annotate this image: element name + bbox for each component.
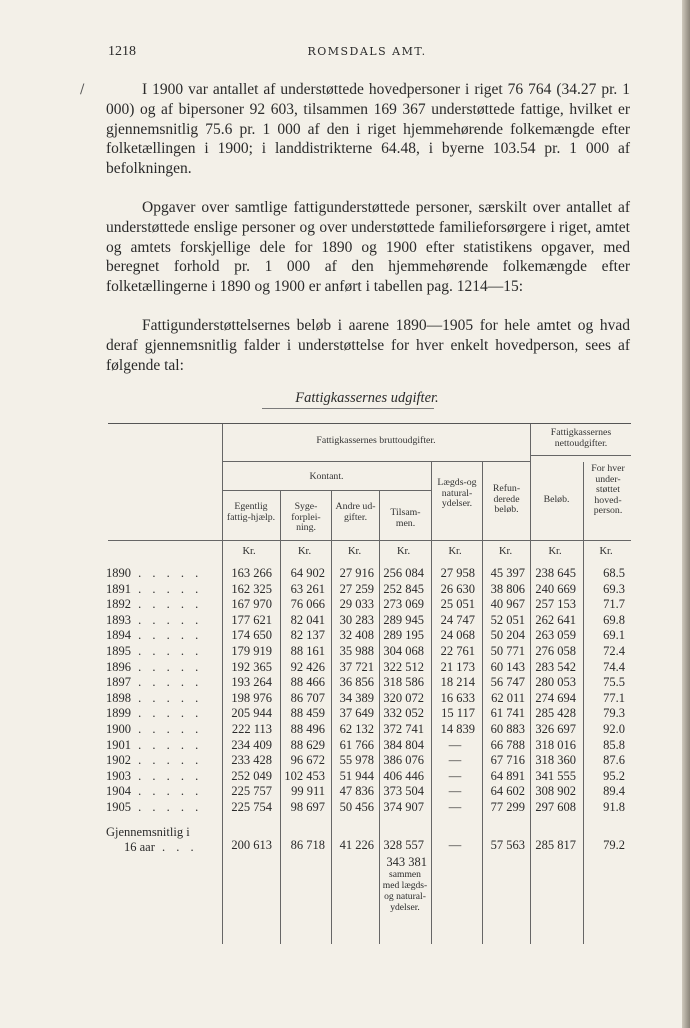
table-cell: 32 408 (339, 628, 374, 643)
table-cell: 87.6 (603, 753, 625, 768)
table-cell: 60 143 (490, 659, 525, 674)
table-cell: 61 766 (339, 737, 374, 752)
table-cell: 233 428 (231, 753, 272, 768)
table-cell: 374 907 (383, 800, 424, 814)
unit-label: Kr. (599, 546, 613, 557)
row-year: 1902 . . . . . (106, 753, 203, 768)
paragraph-2: Opgaver over samtlige fattigunderstøttede personer, særskilt over antallet af understøttede enslige personer og over understøttede familieforsørgere i riget, amtet og amtets forskjellige dele for 1890 og 1900 efter statistikens opgaver, med beregnet forhold pr. 1 000 af den hjemmehørende folkemængde efter folketællingerne i 1890 og 1900 er anført i tabellen pag. 1214—15: (106, 199, 630, 296)
table-cell: 320 072 (383, 690, 424, 705)
table-cell: 30 283 (339, 612, 374, 627)
table-cell: 88 629 (290, 737, 325, 752)
table-cell: 318 016 (535, 737, 576, 752)
row-year: 1891 . . . . . (106, 581, 203, 596)
header-rule (222, 490, 431, 491)
row-year: 1893 . . . . . (106, 612, 203, 627)
table-cell: 318 360 (535, 753, 576, 768)
table-cell: 384 804 (383, 737, 424, 752)
table-cell: 92.0 (603, 722, 625, 736)
row-year: 1892 . . . . . (106, 597, 203, 612)
average-label-line1: Gjennemsnitlig i (106, 825, 190, 839)
row-year: 1897 . . . . . (106, 675, 203, 690)
table-cell: 88 496 (290, 722, 325, 736)
table-cell: 68.5 (603, 566, 625, 580)
table-cell: 35 988 (339, 644, 374, 658)
unit-label: Kr. (498, 546, 513, 557)
table-cell: 91.8 (603, 800, 625, 814)
table-cell: 40 967 (490, 597, 525, 612)
table-cell: 99 911 (291, 784, 325, 799)
table-cell: 62 132 (339, 722, 374, 736)
unit-label: Kr. (297, 546, 312, 557)
table-cell: 15 117 (441, 706, 475, 721)
table-cell: 88 466 (290, 675, 325, 690)
table-cell: 56 747 (490, 675, 525, 690)
table-cell: 21 173 (440, 659, 475, 674)
col-header-sygepleie: Syge-forplei-ning. (291, 501, 321, 534)
average-second-total: 343 381 (386, 855, 427, 869)
table-cell: 240 669 (535, 581, 576, 596)
table-cell: 27 958 (440, 566, 475, 580)
average-cell: 86 718 (290, 838, 325, 852)
table-cell: 60 883 (490, 722, 525, 736)
table-cell: 76 066 (290, 597, 325, 612)
table-cell: 22 761 (440, 644, 475, 658)
table-cell: 69.8 (603, 612, 625, 627)
header-brutto: Fattigkassernes bruttoudgifter. (316, 435, 436, 446)
average-note: sammen med lægds- og natural-ydelser. (382, 869, 428, 913)
row-year: 1904 . . . . . (106, 784, 203, 799)
row-year: 1898 . . . . . (106, 690, 203, 705)
table-cell: 406 446 (383, 768, 424, 783)
table-cell: 193 264 (231, 675, 272, 690)
header-rule (531, 455, 631, 456)
table-cell: 64 602 (490, 784, 525, 799)
col-header-tilsammen: Tilsam-men. (390, 507, 421, 529)
table-cell: 326 697 (535, 722, 576, 736)
table-cell: — (448, 753, 462, 768)
col-header-beloeb: Beløb. (543, 494, 570, 505)
row-year: 1901 . . . . . (106, 737, 203, 752)
table-cell: 280 053 (535, 675, 576, 690)
table-cell: 82 041 (290, 612, 325, 627)
table-cell: 95.2 (603, 768, 625, 783)
table-cell: 276 058 (535, 644, 576, 658)
average-label-line2: 16 aar . . . (124, 840, 198, 854)
table-cell: 34 389 (339, 690, 374, 705)
col-header-fattighjaelp: Egentlig fattig-hjælp. (226, 501, 276, 523)
col-header-refunderede: Refun-derede beløb. (492, 483, 521, 516)
table-cell: 225 754 (231, 800, 272, 814)
table-cell: — (448, 737, 462, 752)
table-cell: 55 978 (339, 753, 374, 768)
table-cell: 179 919 (231, 644, 272, 658)
table-cell: 88 161 (290, 644, 325, 658)
table-cell: 167 970 (231, 597, 272, 612)
table-cell: 64 902 (290, 566, 325, 580)
table-cell: 72.4 (603, 644, 625, 658)
table-cell: 62 011 (491, 690, 525, 705)
margin-mark: / (80, 82, 85, 97)
table-cell: 51 944 (339, 768, 374, 783)
table-cell: 205 944 (231, 706, 272, 721)
table-cell: 262 641 (535, 612, 576, 627)
table-cell: 36 856 (339, 675, 374, 690)
average-cell: 41 226 (339, 838, 374, 852)
table-cell: 283 542 (535, 659, 576, 674)
table-cell: 297 608 (535, 800, 576, 814)
table-cell: 289 945 (383, 612, 424, 627)
table-cell: 86 707 (290, 690, 325, 705)
row-year: 1905 . . . . . (106, 800, 203, 814)
table-cell: — (448, 768, 462, 783)
table-cell: 14 839 (440, 722, 475, 736)
table-cell: 322 512 (383, 659, 424, 674)
table-cell: 16 633 (440, 690, 475, 705)
col-header-per-person: For hver under-støttet hoved-person. (591, 463, 625, 517)
row-year: 1900 . . . . . (106, 722, 203, 736)
average-cell: 57 563 (490, 838, 525, 852)
paragraph-1: I 1900 var antallet af understøttede hovedpersoner i riget 76 764 (34.27 pr. 1 000) og af bipersoner 92 603, tilsammen 169 367 understøttede fattige, hvilket er gjennemsnitlig 75.6 pr. 1 000 af den i riget hjemmehørende folkemængde efter folketællingen i 1900; i landdistrikterne 64.48, i byerne 103.54 pr. 1 000 af befolkningen. (106, 81, 630, 178)
table-cell: 50 771 (490, 644, 525, 658)
table-cell: 64 891 (490, 768, 525, 783)
table-cell: 77 299 (490, 800, 525, 814)
table-cell: 63 261 (290, 581, 325, 596)
row-year: 1903 . . . . . (106, 768, 203, 783)
table-cell: 263 059 (535, 628, 576, 643)
table-cell: 27 259 (339, 581, 374, 596)
average-cell: 328 557 (383, 838, 424, 852)
table-cell: 69.3 (603, 581, 625, 596)
table-cell: 234 409 (231, 737, 272, 752)
header-bottom-rule (108, 540, 631, 541)
table-cell: 373 504 (383, 784, 424, 799)
table-cell: 37 721 (339, 659, 374, 674)
table-cell: 85.8 (603, 737, 625, 752)
table-cell: 256 084 (383, 566, 424, 580)
paragraph-3: Fattigunderstøttelsernes beløb i aarene 1890—1905 for hele amtet og hvad deraf gjennemsnitlig falder i understøttelse for hver enkelt hovedperson, sees af følgende tal: (106, 317, 630, 374)
average-cell: 79.2 (603, 838, 625, 852)
table-cell: 285 428 (535, 706, 576, 721)
unit-label: Kr. (347, 546, 362, 557)
table-cell: 162 325 (231, 581, 272, 596)
table-cell: 163 266 (231, 566, 272, 580)
page-number: 1218 (108, 44, 136, 59)
row-year: 1899 . . . . . (106, 706, 203, 721)
table-cell: 102 453 (284, 768, 325, 783)
table-cell: 318 586 (383, 675, 424, 690)
table-cell: 92 426 (290, 659, 325, 674)
unit-label: Kr. (548, 546, 562, 557)
table-cell: 332 052 (383, 706, 424, 721)
table-cell: 37 649 (339, 706, 374, 721)
row-year: 1894 . . . . . (106, 628, 203, 643)
page-edge (682, 0, 690, 1028)
table-cell: 304 068 (383, 644, 424, 658)
table-cell: 75.5 (603, 675, 625, 690)
table-cell: 45 397 (490, 566, 525, 580)
table-cell: 88 459 (290, 706, 325, 721)
table-cell: 177 621 (231, 612, 272, 627)
table-cell: 66 788 (490, 737, 525, 752)
col-header-andre: Andre ud-gifter. (335, 501, 376, 523)
table-cell: 257 153 (535, 597, 576, 612)
page-header (108, 44, 626, 64)
unit-label: Kr. (396, 546, 411, 557)
table-cell: 89.4 (603, 784, 625, 799)
running-title: ROMSDALS AMT. (307, 45, 427, 58)
table-cell: 341 555 (535, 768, 576, 783)
table-cell: 198 976 (231, 690, 272, 705)
table-cell: 77.1 (603, 690, 625, 705)
table-cell: 47 836 (339, 784, 374, 799)
table-cell: 67 716 (490, 753, 525, 768)
table-cell: 252 049 (231, 768, 272, 783)
table-cell: 225 757 (231, 784, 272, 799)
table-cell: 222 113 (231, 722, 272, 736)
table-cell: 238 645 (535, 566, 576, 580)
row-year: 1896 . . . . . (106, 659, 203, 674)
table-cell: 24 747 (440, 612, 475, 627)
unit-label: Kr. (242, 546, 256, 557)
table-cell: 52 051 (490, 612, 525, 627)
table-cell: 29 033 (339, 597, 374, 612)
table-cell: 50 204 (490, 628, 525, 643)
table-cell: 274 694 (535, 690, 576, 705)
table-cell: 25 051 (440, 597, 475, 612)
table-cell: 24 068 (440, 628, 475, 643)
table-cell: 79.3 (603, 706, 625, 721)
average-cell: — (448, 838, 462, 852)
table-cell: 74.4 (603, 659, 625, 674)
col-header-laegds: Lægds-og natural-ydelser. (437, 477, 477, 510)
row-year: 1890 . . . . . (106, 566, 203, 580)
table-cell: 174 650 (231, 628, 272, 643)
table-cell: 50 456 (339, 800, 374, 814)
table-cell: 26 630 (440, 581, 475, 596)
table-cell: — (448, 784, 462, 799)
header-netto: Fattigkassernes nettoudgifter. (550, 427, 612, 449)
table-cell: 252 845 (383, 581, 424, 596)
table-cell: 273 069 (383, 597, 424, 612)
table-cell: 71.7 (603, 597, 625, 612)
table-cell: — (448, 800, 462, 814)
caption-rule (262, 408, 434, 409)
table-cell: 98 697 (290, 800, 325, 814)
table-cell: 192 365 (231, 659, 272, 674)
average-cell: 285 817 (535, 838, 576, 852)
header-rule (222, 461, 530, 462)
table-cell: 18 214 (440, 675, 475, 690)
unit-label: Kr. (448, 546, 462, 557)
table-cell: 82 137 (290, 628, 325, 643)
table-cell: 38 806 (490, 581, 525, 596)
table-cell: 27 916 (339, 566, 374, 580)
row-year: 1895 . . . . . (106, 644, 203, 658)
table-top-rule (108, 423, 631, 424)
table-cell: 61 741 (490, 706, 525, 721)
table-cell: 69.1 (603, 628, 625, 643)
average-cell: 200 613 (231, 838, 272, 852)
table-cell: 308 902 (535, 784, 576, 799)
header-kontant: Kontant. (309, 471, 344, 482)
table-caption: Fattigkassernes udgifter. (295, 390, 439, 406)
table-cell: 96 672 (290, 753, 325, 768)
table-cell: 289 195 (383, 628, 424, 643)
table-cell: 386 076 (383, 753, 424, 768)
table-cell: 372 741 (383, 722, 424, 736)
